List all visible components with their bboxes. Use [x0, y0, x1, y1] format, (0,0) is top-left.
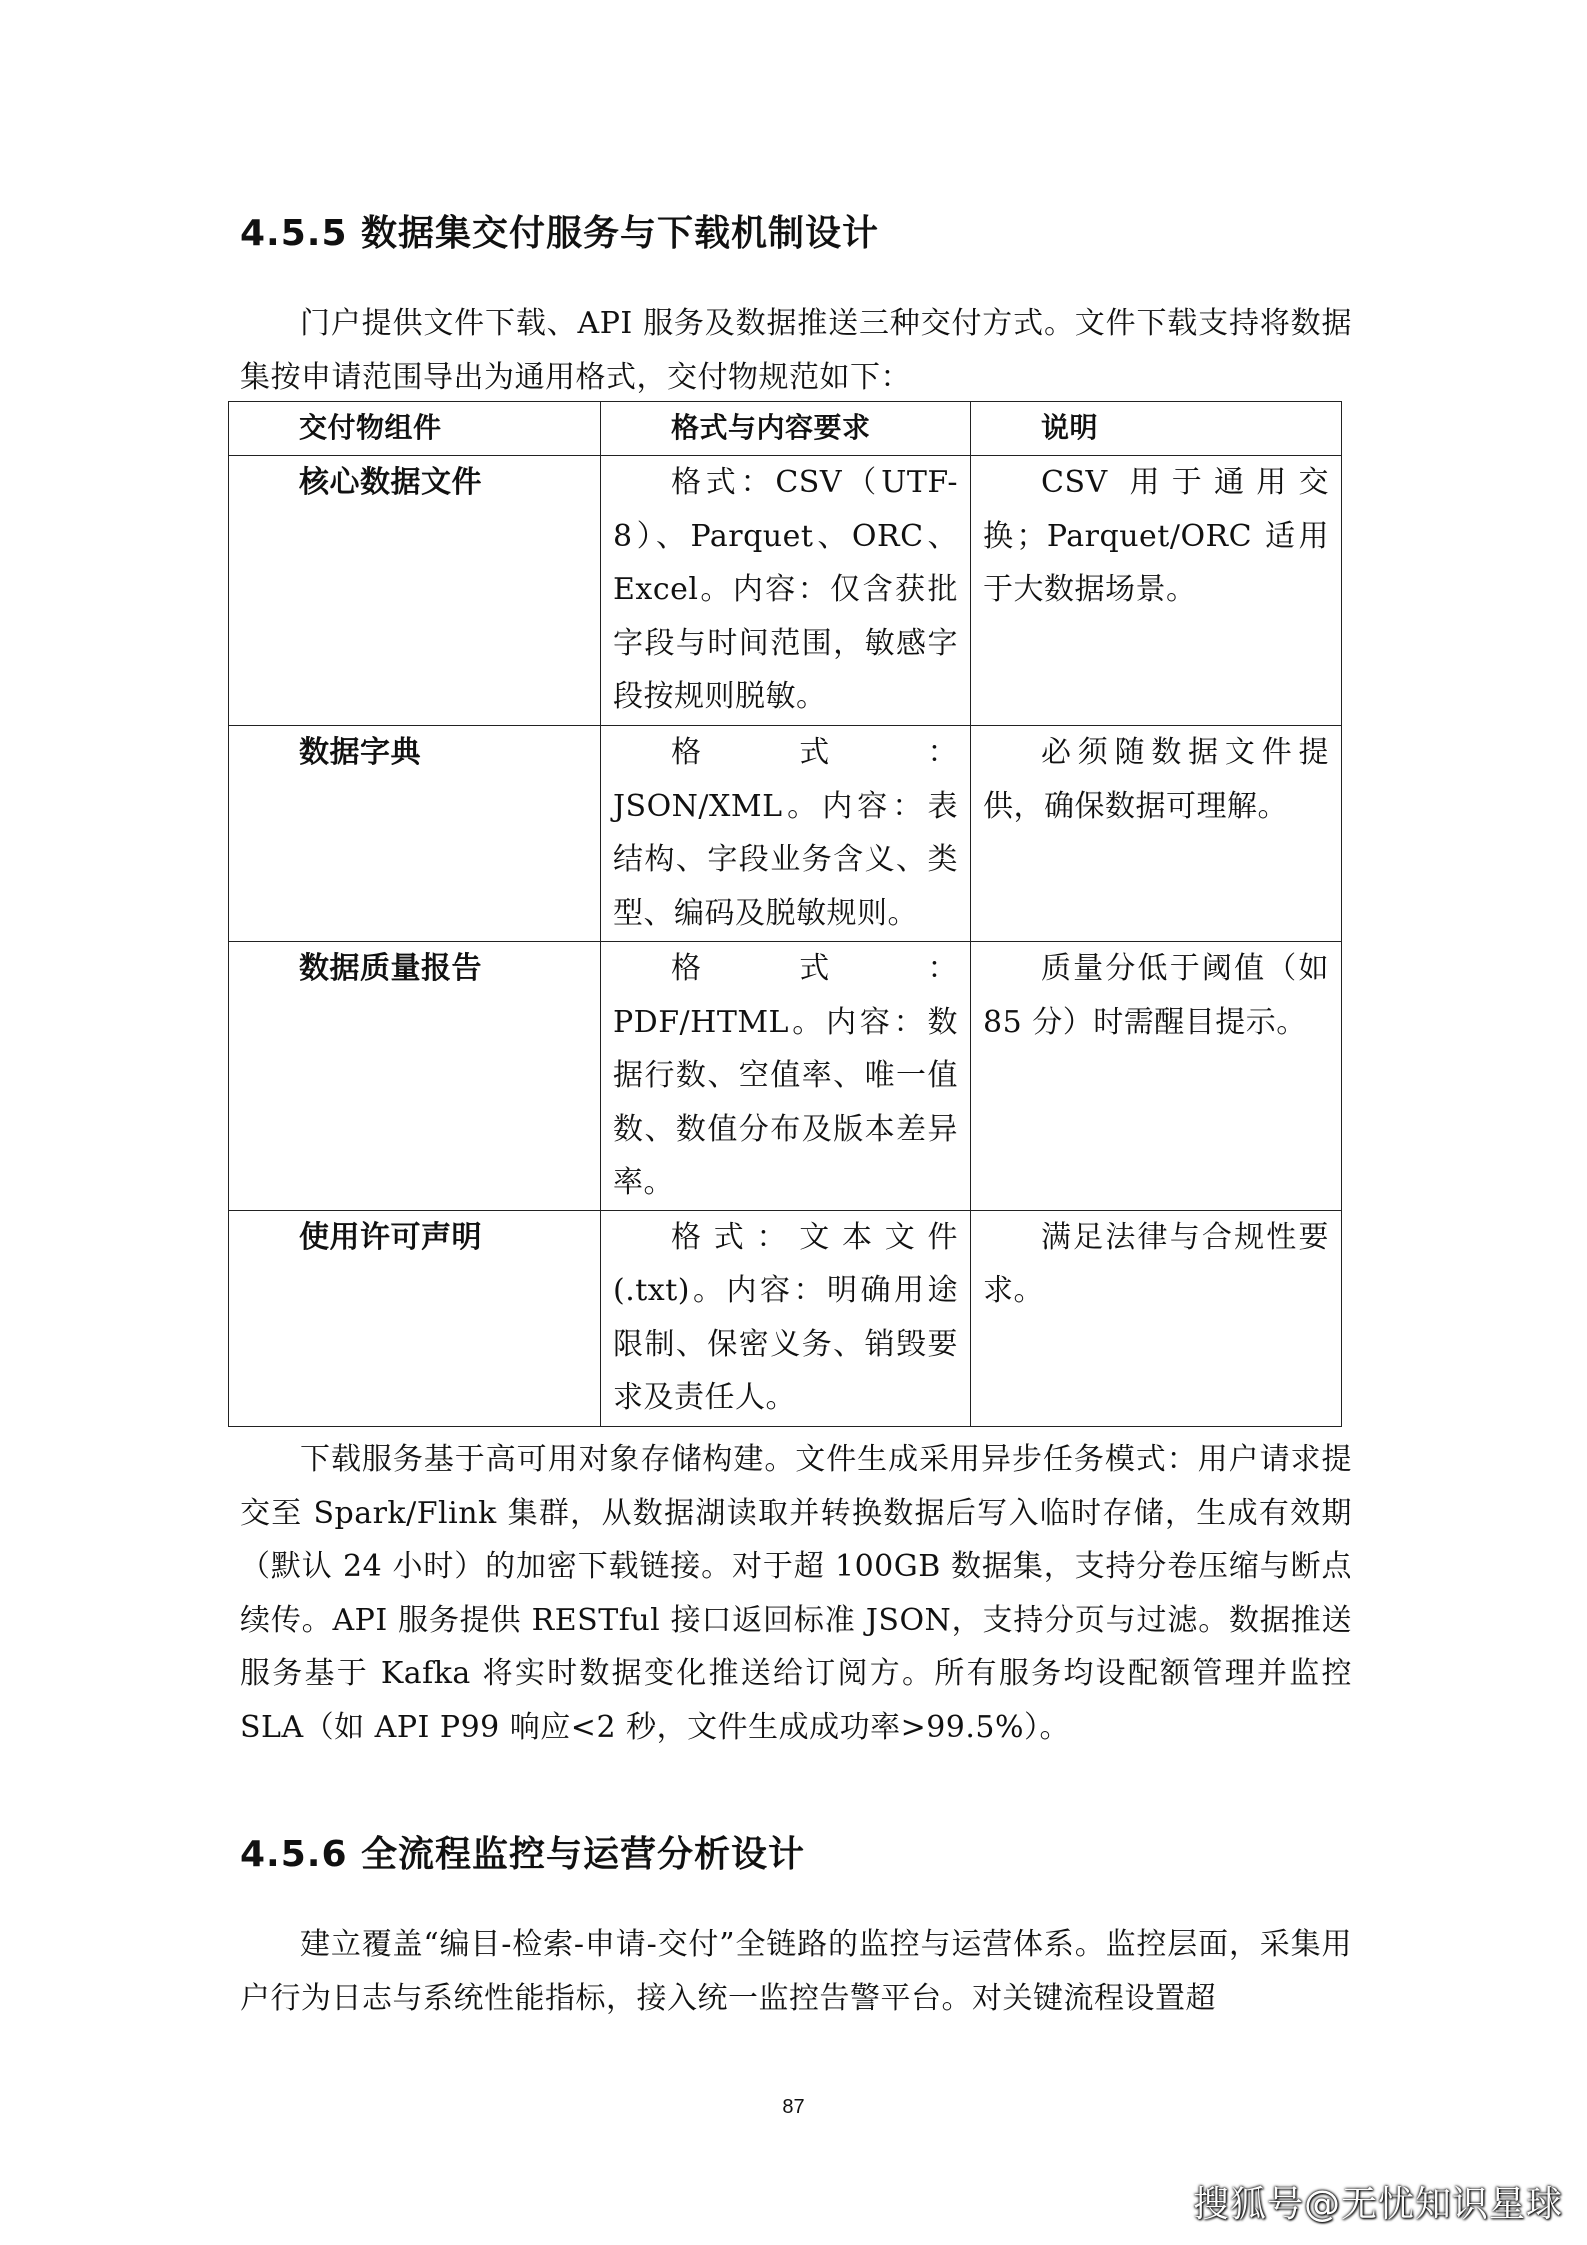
table-header-requirement: 格式与内容要求 [601, 402, 971, 456]
table-cell-component: 数据质量报告 [229, 942, 601, 1211]
table-header-component: 交付物组件 [229, 402, 601, 456]
table-header-note: 说明 [971, 402, 1342, 456]
page-number: 87 [782, 2096, 805, 2118]
table-cell-note: 必须随数据文件提供，确保数据可理解。 [971, 726, 1342, 942]
section-heading-4-5-5: 4.5.5 数据集交付服务与下载机制设计 [240, 213, 880, 254]
table-cell-note: CSV 用于通用交换；Parquet/ORC 适用于大数据场景。 [971, 456, 1342, 726]
table-cell-requirement: 格式：CSV（UTF-8）、Parquet、ORC、Excel。内容：仅含获批字段与时间范围，敏感字段按规则脱敏。 [601, 456, 971, 726]
table-cell-component: 核心数据文件 [229, 456, 601, 726]
watermark: 搜狐号@无忧知识星球 [1192, 2184, 1563, 2225]
table-cell-requirement: 格式：PDF/HTML。内容：数据行数、空值率、唯一值数、数值分布及版本差异率。 [601, 942, 971, 1211]
download-service-paragraph: 下载服务基于高可用对象存储构建。文件生成采用异步任务模式：用户请求提交至 Spark/Flink 集群，从数据湖读取并转换数据后写入临时存储，生成有效期（默认 24 小时）的加密下载链接。对于超 100GB 数据集，支持分卷压缩与断点续传。API 服务提供 RESTful 接口返回标准 JSON，支持分页与过滤。数据推送服务基于 Kafka 将实时数据变化推送给订阅方。所有服务均设配额管理并监控 SLA（如 API P99 响应<2 秒，文件生成成功率>99.5%）。 [240, 1442, 1352, 1745]
table-row [229, 942, 1342, 1211]
table-row [229, 456, 1342, 726]
table-cell-note: 满足法律与合规性要求。 [971, 1210, 1342, 1426]
table-cell-component: 使用许可声明 [229, 1210, 601, 1426]
section-heading-4-5-6: 4.5.6 全流程监控与运营分析设计 [240, 1834, 806, 1875]
intro-paragraph-4-5-5: 门户提供文件下载、API 服务及数据推送三种交付方式。文件下载支持将数据集按申请范围导出为通用格式，交付物规范如下： [240, 306, 1352, 395]
table-cell-component: 数据字典 [229, 726, 601, 942]
table-cell-requirement: 格式：文本文件(.txt)。内容：明确用途限制、保密义务、销毁要求及责任人。 [601, 1210, 971, 1426]
intro-paragraph-4-5-6: 建立覆盖“编目-检索-申请-交付”全链路的监控与运营体系。监控层面，采集用户行为日志与系统性能指标，接入统一监控告警平台。对关键流程设置超 [240, 1927, 1352, 2016]
table-cell-note: 质量分低于阈值（如 85 分）时需醒目提示。 [971, 942, 1342, 1211]
table-cell-requirement: 格式：JSON/XML。内容：表结构、字段业务含义、类型、编码及脱敏规则。 [601, 726, 971, 942]
table-header-row [229, 402, 1342, 456]
table-row [229, 1210, 1342, 1426]
table-row [229, 726, 1342, 942]
deliverables-table [228, 401, 1342, 1427]
